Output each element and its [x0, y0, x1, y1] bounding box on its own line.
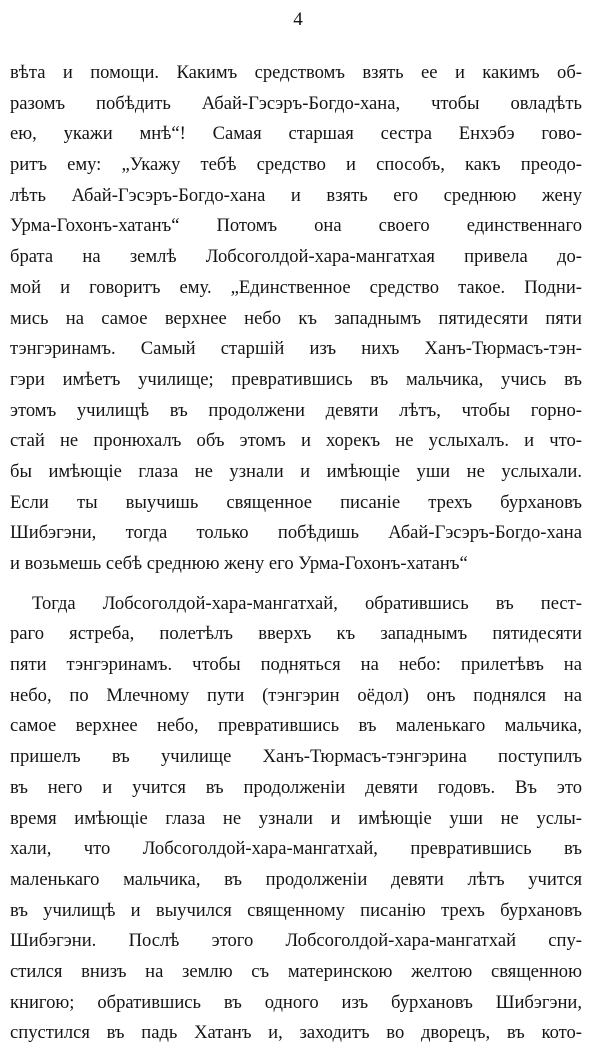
text-line: ритъ ему: „Укажу тебѣ средство и способъ, какъ преодо-: [10, 154, 582, 176]
text-line: самое верхнее небо, превратившись въ маленькаго мальчика,: [10, 715, 582, 737]
text-line: пяти тэнгэринамъ. чтобы подняться на небо: прилетѣвъ на: [10, 654, 582, 676]
text-line: маленькаго мальчика, въ продолженіи девяти лѣтъ учится: [10, 868, 582, 890]
text-line: стился внизъ на землю съ материнскою желтою священною: [10, 960, 582, 982]
text-line: ею, укажи мнѣ“! Самая старшая сестра Енхэбэ гово-: [10, 123, 582, 145]
text-line: мись на самое верхнее небо къ западнымъ пятидесяти пяти: [10, 307, 582, 329]
text-line: лѣть Абай-Гэсэръ-Богдо-хана и взять его среднюю жену: [10, 184, 582, 206]
text-line: разомъ побѣдить Абай-Гэсэръ-Богдо-хана, чтобы овладѣть: [10, 92, 582, 114]
text-line: время имѣющіе глаза не узнали и имѣющіе уши не услы-: [10, 807, 582, 829]
text-line: хали, что Лобсоголдой-хара-мангатхай, превратившись въ: [10, 838, 582, 860]
text-line: и возьмешь себѣ среднюю жену его Урма-Гохонъ-хатанъ“: [10, 553, 468, 574]
text-line: вѣта и помощи. Какимъ средствомъ взять ее и какимъ об-: [10, 62, 582, 83]
text-line: пришелъ въ училище Ханъ-Тюрмасъ-тэнгэрина поступилъ: [10, 746, 582, 768]
text-line: Урма-Гохонъ-хатанъ“ Потомъ она своего единственнаго: [10, 215, 582, 237]
text-line: Тогда Лобсоголдой-хара-мангатхай, обратившись въ пест-: [32, 592, 582, 614]
text-line: небо, по Млечному пути (тэнгэрин оёдол) онъ поднялся на: [10, 684, 582, 706]
text-line: Шибэгэни. Послѣ этого Лобсоголдой-хара-мангатхай спу-: [10, 930, 582, 952]
text-line: спустился въ падь Хатанъ и, заходитъ во дворецъ, въ кото-: [10, 1022, 582, 1044]
text-line: этомъ училищѣ въ продолжени девяти лѣтъ, чтобы горно-: [10, 399, 582, 421]
text-line: раго ястреба, полетѣлъ вверхъ къ западнымъ пятидесяти: [10, 623, 582, 645]
text-line: гэри имѣетъ училище; превратившись въ мальчика, учись въ: [10, 368, 582, 390]
text-line: въ него и учится въ продолженіи девяти годовъ. Въ это: [10, 776, 582, 798]
text-line: тэнгэринамъ. Самый старшій изъ нихъ Ханъ-Тюрмасъ-тэн-: [10, 338, 582, 360]
paragraph-1: [10, 58, 582, 580]
paragraph-2: [10, 589, 582, 1049]
text-line: Шибэгэни, тогда только побѣдишь Абай-Гэсэръ-Богдо-хана: [10, 522, 582, 544]
text-line: въ училищѣ и выучился священному писанію трехъ бурхановъ: [10, 899, 582, 921]
text-line: Если ты выучишь священное писаніе трехъ бурхановъ: [10, 491, 582, 513]
text-block: [10, 58, 582, 1049]
page-number: 4: [293, 9, 303, 30]
text-line: стай не пронюхалъ объ этомъ и хорекъ не услыхалъ. и что-: [10, 430, 582, 452]
text-line: брата на землѣ Лобсоголдой-хара-мангатхая привела до-: [10, 246, 582, 268]
text-line: мой и говоритъ ему. „Единственное средство такое. Подни-: [10, 276, 582, 298]
text-line: книгою; обратившись въ одного изъ бурхановъ Шибэгэни,: [10, 991, 582, 1013]
text-line: бы имѣющіе глаза не узнали и имѣющіе уши не услыхали.: [10, 460, 582, 482]
